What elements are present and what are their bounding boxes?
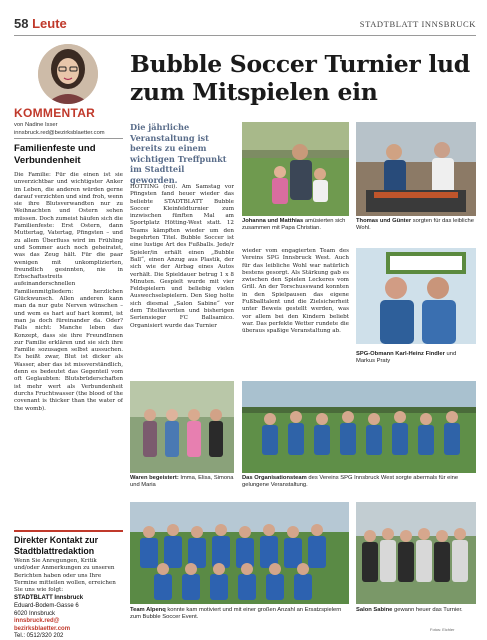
contact-email-line1[interactable]: innsbruck.red@ — [14, 618, 60, 625]
photo-salon-sabine — [356, 502, 476, 604]
caption-family-rest: amüsierten sich zusammen mit Papa Christian. — [242, 218, 346, 232]
byline-author: von Nadine Isser — [14, 122, 58, 128]
caption-family-bold: Johanna und Matthias — [242, 218, 304, 224]
author-avatar — [38, 44, 98, 104]
salon-sabine-photo-icon — [356, 502, 476, 604]
commentary-headline: Familienfeste und Verbundenheit — [14, 143, 96, 166]
caption-obmann-rest: und Markus Praty — [356, 351, 457, 365]
contact-phone: Tel.: 0512/320 202 — [14, 633, 64, 640]
caption-orgateam — [242, 475, 476, 490]
caption-orgateam-rest: des Vereins SPG Innsbruck West sorgte abermals für eine gelungene Veranstaltung. — [242, 475, 459, 489]
page-header — [14, 14, 476, 36]
page-number-value: 58 — [14, 16, 29, 31]
caption-team-alpenq — [130, 607, 349, 622]
section-label: Leute — [32, 16, 67, 31]
article-column-2: wieder vom engagierten Team des Vereins SPG Innsbruck West. Auch für das leibliche Wohl war natürlich bestens gesorgt. Als Stärkung gab es zwischen den Spielen Leckeres vom Grill. An der Torschusswand konnten in den Spielpausen das eigene Fußballtalent und die Zielsicherheit unter Beweis gestellt werden, was vor allem bei den Kindern beliebt war. Das perfekte Wetter rundete die überaus spaßige Veranstaltung ab. — [242, 248, 349, 335]
contact-body: Wenn Sie Anregungen, Kritik und/oder Anmerkungen zu unseren Berichten haben oder uns Ihre Termine mitteilen wollen, erreichen Sie uns wie folgt: — [14, 558, 116, 594]
obmann-photo-icon — [356, 248, 476, 344]
photo-family — [242, 122, 349, 216]
family-photo-icon — [242, 122, 349, 216]
photo-grill — [356, 122, 476, 216]
caption-obmann-bold: SPG-Obmann Karl-Heinz Findler — [356, 351, 445, 357]
caption-team-alpenq-bold: Team Alpenq — [130, 607, 166, 613]
byline-email[interactable]: innsbruck.red@bezirksblaetter.com — [14, 130, 105, 136]
orgateam-photo-icon — [242, 381, 476, 473]
kommentar-label: KOMMENTAR — [14, 106, 96, 120]
author-portrait-icon — [38, 44, 98, 104]
commentary-sidebar — [14, 44, 123, 640]
contact-email-line2[interactable]: bezirksblaetter.com — [14, 625, 71, 632]
caption-girls-bold: Waren begeistert: — [130, 475, 179, 481]
photo-credit: Fotos: Eichler — [430, 627, 455, 632]
caption-girls-rest: Imma, Elisa, Simona und Maria — [130, 475, 234, 489]
article-title: Bubble Soccer Turnier lud zum Mitspielen ein — [130, 50, 470, 106]
photo-team-alpenq — [130, 502, 349, 604]
caption-grill-bold: Thomas und Günter — [356, 218, 412, 224]
sidebar-divider — [14, 138, 123, 139]
photo-girls — [130, 381, 234, 473]
caption-girls — [130, 475, 234, 490]
caption-orgateam-bold: Das Organisationsteam — [242, 475, 307, 481]
team-alpenq-photo-icon — [130, 502, 349, 604]
caption-team-alpenq-rest: konnte kam motiviert und mit einer großen Anzahl an Ersatzspielern zum Bubble Soccer Event. — [130, 607, 342, 621]
caption-salon-sabine-bold: Salon Sabine — [356, 607, 393, 613]
photo-orgateam — [242, 381, 476, 473]
photo-obmann — [356, 248, 476, 344]
commentary-body: Die Familie: Für die einen ist sie unverzichtbar und wichtigster Anker im Leben, die anderen würden gerne darauf verzichten und sind froh, wenn sie ihre Blutsverwandten nur zu Weihnachten und Ostern sehen müssen. Doch zumeist häufen sich die Familienfeste: Erst Ostern, dann Muttertag, Vatertag, Pfingsten – und zu allem Überfluss wird im Frühling und Sommer auch noch geheiratet, was das Zeug hält. Für die paar wenigen mit unkomplizierten, freundlich gesinnten, nie in Erbschaftsstreits aufeinanderschnellen Familienmitgliedern: herzlichen Glückwunsch. Allen anderen kann man da nur gute Nerven wünschen – und wem es hart auf hart kommt, ist man ja doch füreinander da. Oder? Falls nicht: Manche leben das Konzept, dass sie ihre FreundInnen zur Familie erklären und sie sich ihre Familie sozusagen selbst aussuchen. Es heißt zwar, Blut ist dicker als Wasser, aber das ist missverständlich, denn es bedeutet das Gegenteil vom oft Geglaubten: Blutsbrüderschaften ist mehr wert als Verbundenheit durchs Fruchtwasser (the blood of the covenant is thicker than the water of the womb). — [14, 172, 123, 412]
grill-photo-icon — [356, 122, 476, 216]
contact-headline: Direkter Kontakt zur Stadtblattredaktion — [14, 535, 99, 556]
page-number — [14, 16, 67, 31]
contact-org: STADTBLATT Innsbruck — [14, 595, 84, 602]
caption-salon-sabine — [356, 607, 476, 614]
contact-box — [14, 530, 123, 640]
caption-salon-sabine-rest: gewann heuer das Turnier. — [392, 607, 463, 613]
caption-obmann — [356, 351, 476, 366]
contact-city: 6020 Innsbruck — [14, 610, 56, 617]
masthead: STADTBLATT INNSBRUCK — [359, 19, 476, 29]
contact-street: Eduard-Bodem-Gasse 6 — [14, 603, 79, 610]
article-column-1: HÖTTING (rei). Am Samstag vor Pfingsten fand heuer wieder das beliebte STADTBLATT Bubble Soccer Kleinfeldturnier zum inzwischen fünften Mal am Sportplatz Hötting-West statt. 12 Teams kämpften wieder um den begehrten Titel. Bubble Soccer ist eine lustige Art des Fußballs. Jede/r Spieler/in erhält einen „Bubble Ball“, einen Anzug aus Plastik, der sich wie der Airbag eines Autos verhält. Die Spieldauer betrug 1 x 8 Minuten. Gespielt wurde mit vier Feldspielern und beliebig vielen Auswechselspielern. Den Sieg holte sich diesmal „Salon Sabine“ vor dem Titelfavoriten und bisherigen Seriensieger FC Ballsamico. Organisiert wurde das Turnier — [130, 184, 234, 329]
girls-photo-icon — [130, 381, 234, 473]
article-lead: Die jährliche Veranstaltung ist bereits zu einem wichtigen Treffpunkt im Stadtteil geworden. — [130, 122, 227, 185]
caption-family — [242, 218, 349, 233]
contact-address — [14, 595, 123, 640]
caption-grill — [356, 218, 476, 233]
byline — [14, 121, 123, 137]
caption-grill-rest: sorgten für das leibliche Wohl. — [356, 218, 474, 232]
